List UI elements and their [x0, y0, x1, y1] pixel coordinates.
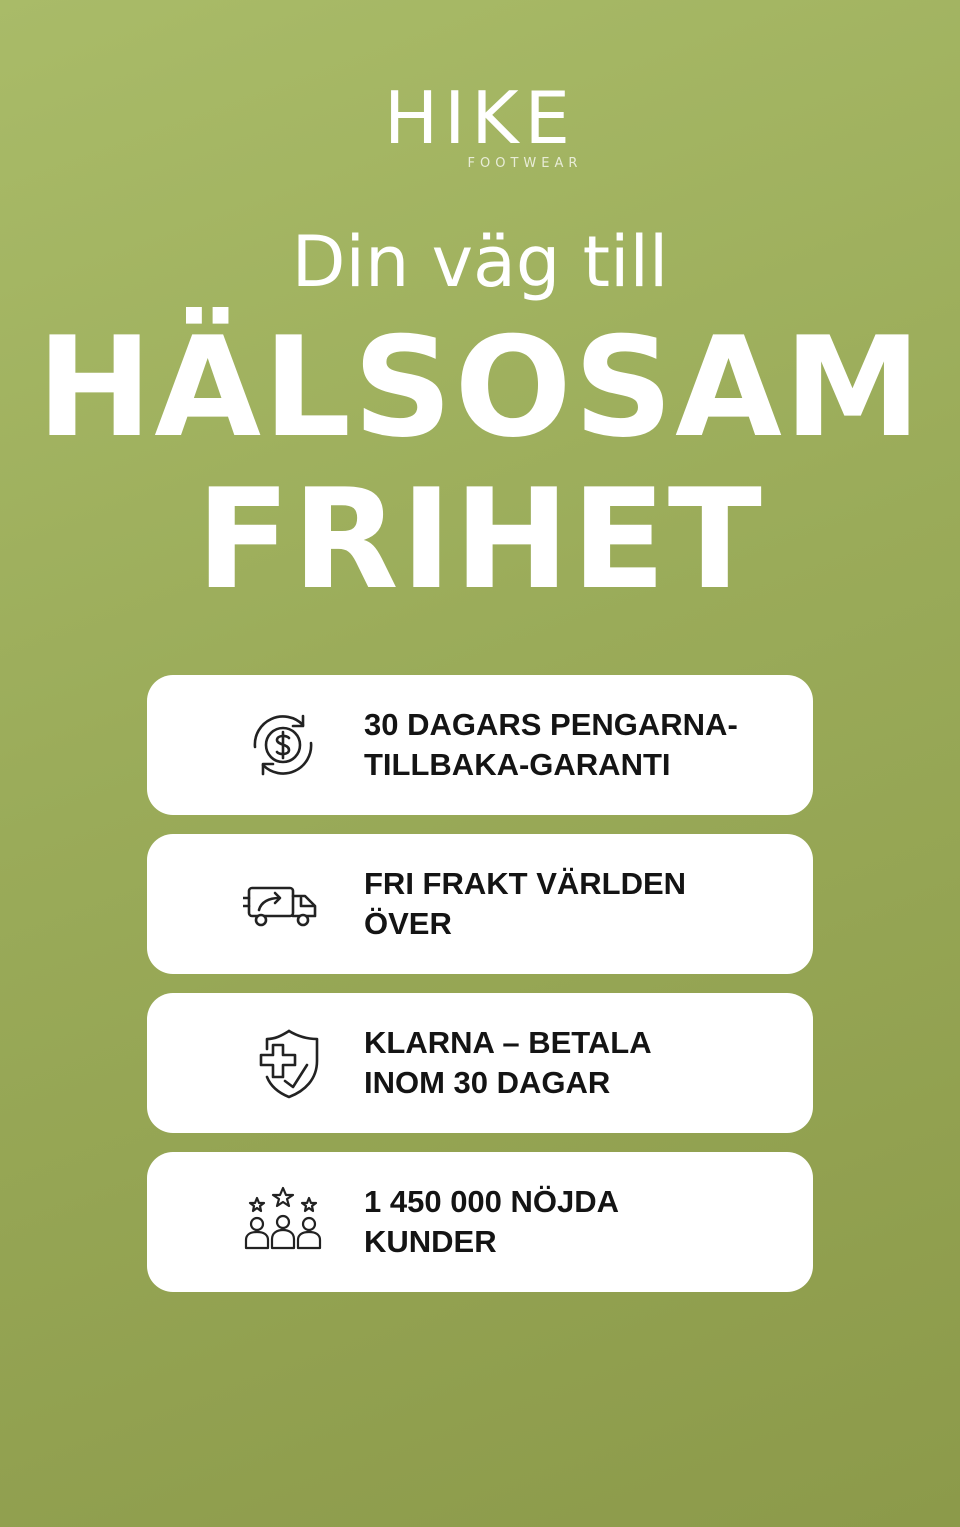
feature-text-line-1: KLARNA – BETALA — [364, 1025, 652, 1060]
feature-text — [364, 864, 784, 944]
feature-text — [364, 1182, 784, 1262]
delivery-truck-icon — [243, 866, 323, 942]
feature-list — [147, 675, 813, 1311]
shield-check-icon — [243, 1025, 323, 1101]
feature-card-customers — [147, 1152, 813, 1292]
feature-text-line-2: KUNDER — [364, 1224, 497, 1259]
money-back-icon — [243, 707, 323, 783]
feature-text-line-1: FRI FRAKT VÄRLDEN — [364, 866, 687, 901]
feature-text-line-1: 30 DAGARS PENGARNA- — [364, 707, 738, 742]
feature-text-line-2: TILLBAKA-GARANTI — [364, 747, 671, 782]
feature-text-line-2: INOM 30 DAGAR — [364, 1065, 611, 1100]
headline-line-1: HÄLSOSAM — [36, 307, 924, 468]
feature-text-line-2: ÖVER — [364, 906, 452, 941]
feature-text-line-1: 1 450 000 NÖJDA — [364, 1184, 620, 1219]
brand-tagline: FOOTWEAR — [467, 156, 583, 171]
brand-name: HIKE — [383, 76, 577, 160]
headline-line-2: FRIHET — [196, 459, 764, 620]
feature-card-klarna — [147, 993, 813, 1133]
feature-text — [364, 705, 784, 785]
feature-text — [364, 1023, 784, 1103]
feature-card-free-shipping — [147, 834, 813, 974]
brand-logo — [0, 76, 960, 171]
headline-intro: Din väg till — [291, 221, 669, 303]
feature-card-money-back — [147, 675, 813, 815]
satisfied-customers-icon — [243, 1184, 323, 1260]
